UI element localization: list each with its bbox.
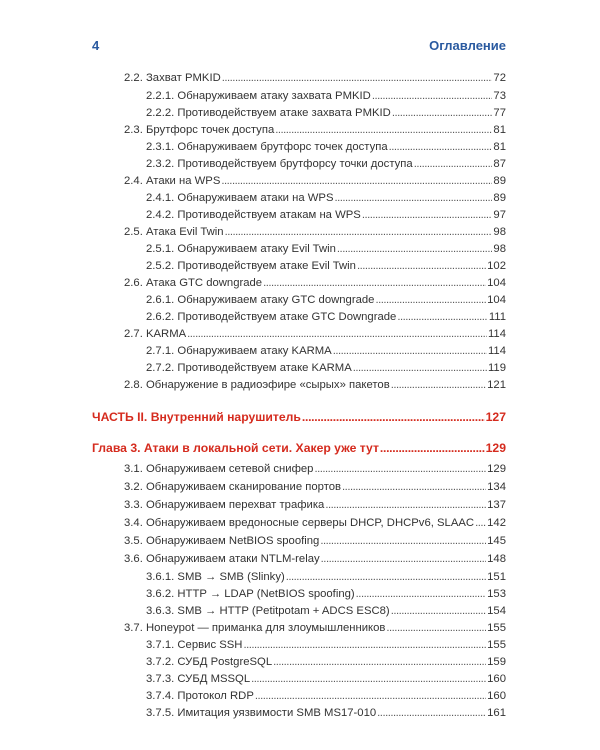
leader-dots <box>221 173 492 190</box>
leader-dots <box>342 479 486 496</box>
toc-entry-title: ЧАСТЬ II. Внутренний нарушитель <box>92 410 301 424</box>
leader-dots <box>362 207 493 224</box>
leader-dots <box>275 122 492 139</box>
toc-entry[interactable] <box>124 326 506 343</box>
leader-dots <box>251 671 486 688</box>
toc-entry[interactable] <box>146 637 506 654</box>
leader-dots <box>357 258 486 275</box>
toc-entry-page: 121 <box>487 379 506 391</box>
toc-entry-title: 2.2. Захват PMKID <box>124 72 221 84</box>
toc-entry-page: 142 <box>487 517 506 529</box>
leader-dots <box>356 586 486 603</box>
toc-entry-title: 3.7.4. Протокол RDP <box>146 690 254 702</box>
leader-dots <box>243 637 486 654</box>
leader-dots <box>414 156 493 173</box>
toc-entry-page: 98 <box>493 226 506 238</box>
toc-entry-title: 2.4. Атаки на WPS <box>124 175 221 187</box>
toc-entry[interactable] <box>124 70 506 87</box>
toc-entry[interactable] <box>124 224 506 241</box>
toc-entry-title: 2.3.2. Противодействуем брутфорсу точки доступа <box>146 158 413 170</box>
toc-entry-page: 145 <box>487 535 506 547</box>
toc-entry-page: 72 <box>493 72 506 84</box>
toc-entry-title: 2.7. KARMA <box>124 328 187 340</box>
leader-dots <box>334 190 492 207</box>
toc-entry[interactable] <box>124 173 506 190</box>
toc-chapter-heading[interactable] <box>92 440 506 457</box>
toc-entry-page: 89 <box>493 175 506 187</box>
toc-entry-title: 3.5. Обнаруживаем NetBIOS spoofing <box>124 535 320 547</box>
toc-entry[interactable] <box>124 377 506 394</box>
toc-entry[interactable] <box>124 497 506 514</box>
toc-entry-page: 89 <box>493 192 506 204</box>
toc-entry-title: Глава 3. Атаки в локальной сети. Хакер уже тут <box>92 441 379 455</box>
toc-entry-title: 2.3.1. Обнаруживаем брутфорс точек доступа <box>146 141 388 153</box>
toc-entry-title: 2.6.1. Обнаруживаем атаку GTC downgrade <box>146 294 375 306</box>
toc-entry-title: 3.7. Honeypot — приманка для злоумышленников <box>124 622 386 634</box>
toc-entry[interactable] <box>124 620 506 637</box>
toc-entry-page: 102 <box>487 260 506 272</box>
toc-entry-title: 3.7.2. СУБД PostgreSQL <box>146 656 273 668</box>
leader-dots <box>389 139 493 156</box>
toc-entry-page: 155 <box>487 639 506 651</box>
toc-entry-page: 87 <box>493 158 506 170</box>
toc-entry[interactable] <box>146 156 506 173</box>
toc-entry-page: 148 <box>487 553 506 565</box>
toc-entry-page: 151 <box>487 571 506 583</box>
leader-dots <box>353 360 487 377</box>
toc-entry[interactable] <box>146 705 506 722</box>
leader-dots <box>222 70 493 87</box>
toc-entry-page: 77 <box>493 107 506 119</box>
toc-entry-page: 119 <box>487 362 506 374</box>
leader-dots <box>372 88 493 105</box>
leader-dots <box>333 343 487 360</box>
toc-entry-title: 3.6.2. HTTP → LDAP (NetBIOS spoofing) <box>146 588 355 600</box>
toc-part-heading[interactable] <box>92 409 506 426</box>
leader-dots <box>225 224 493 241</box>
toc-entry-title: 2.7.2. Противодействуем атаке KARMA <box>146 362 352 374</box>
toc-entry[interactable] <box>124 275 506 292</box>
page-number: 4 <box>92 38 100 53</box>
leader-dots <box>320 533 486 550</box>
toc-entry[interactable] <box>124 461 506 478</box>
leader-dots <box>397 309 488 326</box>
toc-entry[interactable] <box>146 671 506 688</box>
toc-entry-page: 98 <box>493 243 506 255</box>
toc-entry-page: 154 <box>487 605 506 617</box>
toc-entry-page: 81 <box>493 124 506 136</box>
toc-entry[interactable] <box>124 479 506 496</box>
toc-entry[interactable] <box>124 122 506 139</box>
toc-entry[interactable] <box>146 88 506 105</box>
toc-entry-page: 114 <box>487 328 506 340</box>
page-header <box>92 38 506 56</box>
leader-dots <box>286 569 486 586</box>
leader-dots <box>187 326 487 343</box>
leader-dots <box>377 705 486 722</box>
toc-entry-page: 159 <box>487 656 506 668</box>
toc-entry[interactable] <box>146 292 506 309</box>
toc-entry-page: 155 <box>487 622 506 634</box>
toc-entry-page: 104 <box>487 294 506 306</box>
toc-entry-page: 134 <box>487 481 506 493</box>
toc-entry-title: 2.4.2. Противодействуем атакам на WPS <box>146 209 361 221</box>
toc-entry-title: 2.7.1. Обнаруживаем атаку KARMA <box>146 345 332 357</box>
toc-entry-title: 3.6.1. SMB → SMB (Slinky) <box>146 571 285 583</box>
toc-entry-title: 3.7.3. СУБД MSSQL <box>146 673 251 685</box>
leader-dots <box>391 603 486 620</box>
toc-entry-title: 2.4.1. Обнаруживаем атаки на WPS <box>146 192 334 204</box>
toc-entry-title: 3.3. Обнаруживаем перехват трафика <box>124 499 325 511</box>
toc-entry-page: 129 <box>487 463 506 475</box>
toc-entry[interactable] <box>146 105 506 122</box>
toc-entry[interactable] <box>146 586 506 603</box>
leader-dots <box>255 688 486 705</box>
toc-entry-page: 153 <box>487 588 506 600</box>
toc-entry-title: 2.5. Атака Evil Twin <box>124 226 224 238</box>
toc-entry-title: 3.6.3. SMB → HTTP (Petitpotam + ADCS ESC8) <box>146 605 390 617</box>
toc-entry-page: 97 <box>493 209 506 221</box>
toc-entry[interactable] <box>146 569 506 586</box>
leader-dots <box>273 654 486 671</box>
leader-dots <box>375 292 486 309</box>
toc-entry-page: 129 <box>485 441 506 455</box>
toc-entry-page: 160 <box>487 690 506 702</box>
toc-entry-page: 114 <box>487 345 506 357</box>
toc-entry-page: 137 <box>487 499 506 511</box>
toc-entry[interactable] <box>146 603 506 620</box>
leader-dots <box>325 497 486 514</box>
toc-entry-title: 3.7.1. Сервис SSH <box>146 639 243 651</box>
toc-entry[interactable] <box>146 688 506 705</box>
toc-entry[interactable] <box>146 360 506 377</box>
toc-entry[interactable] <box>124 551 506 568</box>
toc-entry-title: 2.5.2. Противодействуем атаке Evil Twin <box>146 260 356 272</box>
toc-entry-title: 2.3. Брутфорс точек доступа <box>124 124 275 136</box>
toc-entry[interactable] <box>124 533 506 550</box>
toc-entry-page: 161 <box>487 707 506 719</box>
toc-entry[interactable] <box>146 139 506 156</box>
toc-entry[interactable] <box>146 207 506 224</box>
leader-dots <box>302 409 485 426</box>
leader-dots <box>337 241 493 258</box>
leader-dots <box>314 461 486 478</box>
toc-entry[interactable] <box>146 241 506 258</box>
toc-entry[interactable] <box>124 515 506 532</box>
toc-entry-title: 3.2. Обнаруживаем сканирование портов <box>124 481 342 493</box>
toc-entry[interactable] <box>146 190 506 207</box>
toc-entry-title: 3.7.5. Имитация уязвимости SMB MS17-010 <box>146 707 377 719</box>
toc-entry[interactable] <box>146 343 506 360</box>
leader-dots <box>263 275 486 292</box>
running-title: Оглавление <box>429 38 506 53</box>
toc-entry-title: 3.4. Обнаруживаем вредоносные серверы DHCP, DHCPv6, SLAAC <box>124 517 475 529</box>
toc-entry-page: 127 <box>485 410 506 424</box>
toc-entry-title: 2.2.2. Противодействуем атаке захвата PMKID <box>146 107 391 119</box>
toc-entry[interactable] <box>146 309 506 326</box>
leader-dots <box>321 551 486 568</box>
toc-entry-page: 160 <box>487 673 506 685</box>
toc-entry-page: 81 <box>493 141 506 153</box>
toc-entry-page: 104 <box>487 277 506 289</box>
toc-entry-title: 2.6.2. Противодействуем атаке GTC Downgrade <box>146 311 397 323</box>
toc-entry-title: 2.6. Атака GTC downgrade <box>124 277 263 289</box>
toc-entry-page: 73 <box>493 90 506 102</box>
toc-entry[interactable] <box>146 258 506 275</box>
leader-dots <box>475 515 486 532</box>
leader-dots <box>391 377 486 394</box>
toc-entry-title: 3.6. Обнаруживаем атаки NTLM-relay <box>124 553 320 565</box>
leader-dots <box>380 440 485 457</box>
leader-dots <box>386 620 486 637</box>
toc-entry[interactable] <box>146 654 506 671</box>
leader-dots <box>392 105 493 122</box>
toc-entry-page: 111 <box>488 311 506 323</box>
toc-entry-title: 3.1. Обнаруживаем сетевой снифер <box>124 463 314 475</box>
toc-entry-title: 2.5.1. Обнаруживаем атаку Evil Twin <box>146 243 336 255</box>
toc-entry-title: 2.2.1. Обнаруживаем атаку захвата PMKID <box>146 90 371 102</box>
toc-entry-title: 2.8. Обнаружение в радиоэфире «сырых» пакетов <box>124 379 390 391</box>
